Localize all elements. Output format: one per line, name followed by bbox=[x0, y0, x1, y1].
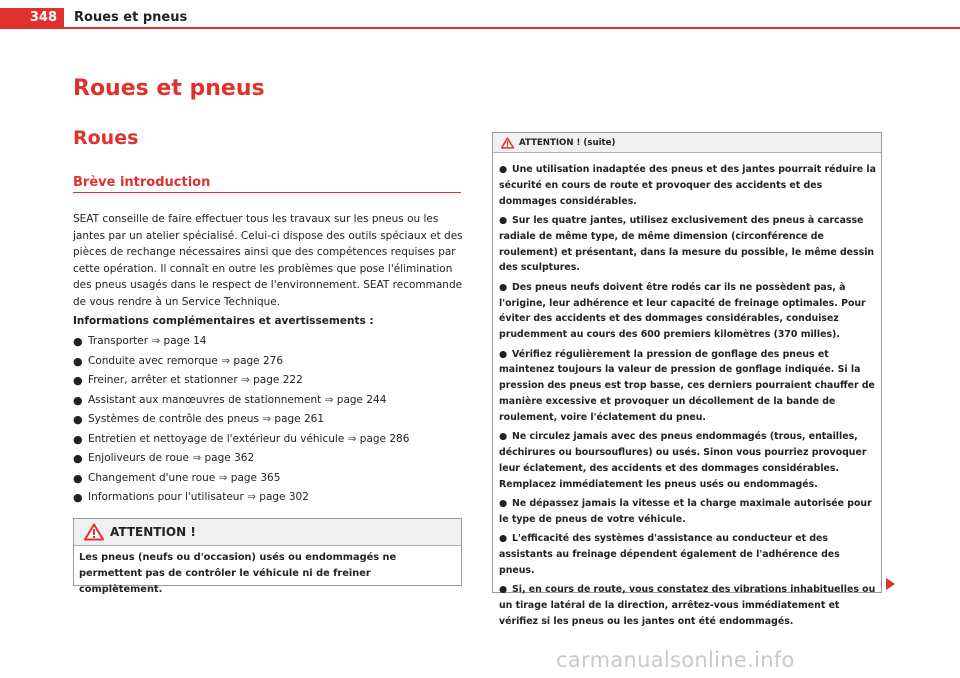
reference-label: Changement d'une roue bbox=[88, 471, 216, 484]
list-item bbox=[499, 280, 876, 343]
list-item bbox=[73, 432, 463, 452]
info-heading: Informations complémentaires et avertissements : bbox=[73, 315, 374, 327]
main-title: Roues et pneus bbox=[73, 76, 265, 101]
bullet-icon: ● bbox=[499, 497, 508, 509]
bullet-icon: ● bbox=[73, 374, 83, 387]
reference-page-link[interactable]: page 302 bbox=[259, 491, 309, 503]
reference-label: Assistant aux manœuvres de stationnement bbox=[88, 393, 322, 406]
arrow-right-icon: ⇒ bbox=[221, 354, 231, 367]
list-item bbox=[73, 393, 463, 413]
arrow-right-icon: ⇒ bbox=[218, 471, 228, 484]
arrow-right-icon: ⇒ bbox=[192, 452, 202, 464]
reference-page-link[interactable]: page 14 bbox=[163, 335, 207, 347]
list-item bbox=[73, 412, 463, 432]
intro-paragraph: SEAT conseille de faire effectuer tous les travaux sur les pneus ou les jantes par un atelier spécialisé. Celui-ci dispose des outils spéciaux et des pièces de rechange nécessaires ainsi que des compétences requises par cette opération. Il connaît en outre les problèmes que pose l'élimination des pneus usagés dans le respect de l'environnement. SEAT recommande de vous rendre à un Service Technique. bbox=[73, 213, 463, 308]
watermark: carmanualsonline.info bbox=[556, 648, 795, 672]
list-item bbox=[73, 490, 463, 510]
header-rule bbox=[0, 27, 960, 29]
next-page-arrow-icon[interactable] bbox=[886, 578, 895, 590]
warning-box bbox=[73, 518, 462, 595]
reference-label: Enjoliveurs de roue bbox=[88, 452, 190, 464]
reference-page-link[interactable]: page 244 bbox=[336, 393, 387, 406]
warning-triangle-icon bbox=[84, 523, 104, 541]
list-item bbox=[499, 531, 876, 578]
list-item bbox=[499, 496, 876, 528]
reference-label: Informations pour l'utilisateur bbox=[88, 491, 244, 503]
list-item bbox=[73, 373, 463, 393]
reference-label: Conduite avec remorque bbox=[88, 354, 218, 367]
arrow-right-icon: ⇒ bbox=[247, 491, 256, 503]
bullet-icon: ● bbox=[73, 393, 83, 407]
list-item bbox=[499, 347, 876, 426]
warning-triangle-icon bbox=[501, 137, 514, 149]
bullet-icon: ● bbox=[73, 452, 83, 465]
bullet-icon: ● bbox=[73, 335, 83, 348]
reference-page-link[interactable]: page 261 bbox=[274, 413, 325, 425]
arrow-right-icon: ⇒ bbox=[151, 335, 161, 347]
arrow-right-icon: ⇒ bbox=[324, 393, 334, 406]
bullet-icon: ● bbox=[73, 432, 83, 446]
list-item bbox=[499, 213, 876, 276]
bullet-icon: ● bbox=[499, 431, 508, 443]
bullet-icon: ● bbox=[499, 214, 508, 226]
bullet-icon: ● bbox=[73, 413, 83, 426]
bullet-icon: ● bbox=[73, 354, 83, 368]
warning-header bbox=[493, 133, 881, 153]
warning-item-text: Ne dépassez jamais la vitesse et la charge maximale autorisée pour le type de pneus de votre véhicule. bbox=[499, 497, 872, 525]
reference-page-link[interactable]: page 276 bbox=[233, 354, 284, 367]
list-item bbox=[499, 582, 876, 629]
reference-label: Freiner, arrêter et stationner bbox=[88, 374, 238, 386]
list-item bbox=[499, 429, 876, 492]
reference-page-link[interactable]: page 362 bbox=[204, 452, 255, 464]
bullet-icon: ● bbox=[499, 533, 508, 545]
bullet-icon: ● bbox=[499, 164, 508, 175]
bullet-icon: ● bbox=[499, 584, 508, 596]
bullet-icon: ● bbox=[499, 348, 508, 360]
arrow-right-icon: ⇒ bbox=[241, 374, 250, 386]
list-item bbox=[73, 334, 463, 354]
bullet-icon: ● bbox=[73, 491, 83, 504]
warning-item-text: Sur les quatre jantes, utilisez exclusivement des pneus à carcasse radiale de même type, de même dimension (circonférence de roulement) et présentant, dans la mesure du possible, le même dessin des sculptures. bbox=[499, 214, 875, 274]
list-item bbox=[73, 354, 463, 374]
warning-list bbox=[493, 153, 881, 629]
bullet-icon: ● bbox=[73, 471, 83, 485]
arrow-right-icon: ⇒ bbox=[347, 432, 357, 445]
warning-item-text: Une utilisation inadaptée des pneus et des jantes pourrait réduire la sécurité en cours de route et provoquer des accidents et des dommages considérables. bbox=[499, 164, 876, 207]
warning-item-text: Des pneus neufs doivent être rodés car ils ne possèdent pas, à l'origine, leur adhérence et leur capacité de freinage optimales. Pour éviter des accidents et des dommages considérables, conduisez prudemment au cours des 600 premiers kilomètres (370 milles). bbox=[499, 281, 866, 341]
reference-page-link[interactable]: page 286 bbox=[359, 432, 410, 445]
header-title: Roues et pneus bbox=[74, 10, 188, 25]
subsection-title: Brève introduction bbox=[73, 175, 461, 193]
warning-title: ATTENTION ! bbox=[110, 525, 196, 539]
page-number: 348 bbox=[0, 8, 64, 28]
warning-item-text: Vérifiez régulièrement la pression de gonflage des pneus et maintenez toujours la valeur de pression de gonflage indiquée. Si la pression des pneus est trop basse, ces derniers pourraient chauffer de manière excessive et provoquer un décollement de la bande de roulement, voire l'éclatement du pneu. bbox=[499, 348, 875, 423]
bullet-icon: ● bbox=[499, 281, 508, 293]
warning-title: ATTENTION ! (suite) bbox=[519, 137, 616, 148]
reference-label: Systèmes de contrôle des pneus bbox=[88, 413, 259, 425]
list-item bbox=[73, 471, 463, 491]
reference-label: Transporter bbox=[88, 335, 149, 347]
arrow-right-icon: ⇒ bbox=[262, 413, 272, 425]
section-title: Roues bbox=[73, 127, 139, 149]
list-item bbox=[499, 162, 876, 209]
warning-item-text: Si, en cours de route, vous constatez des vibrations inhabituelles ou un tirage latéral de la direction, arrêtez-vous immédiatement et vérifiez si les pneus ou les jantes ont été endommagés. bbox=[499, 584, 876, 627]
warning-item-text: L'efficacité des systèmes d'assistance au conducteur et des assistants au freinage dépendent également de l'adhérence des pneus. bbox=[499, 533, 840, 576]
list-item bbox=[73, 451, 463, 471]
warning-item-text: Ne circulez jamais avec des pneus endommagés (trous, entailles, déchirures ou boursouflures) ou usés. Sinon vous pourriez provoquer leur éclatement, des accidents et des dommages considérables. Remplacez immédiatement les pneus usés ou endommagés. bbox=[499, 431, 867, 490]
reference-page-link[interactable]: page 222 bbox=[253, 374, 303, 386]
reference-label: Entretien et nettoyage de l'extérieur du véhicule bbox=[88, 432, 345, 445]
warning-text: Les pneus (neufs ou d'occasion) usés ou endommagés ne permettent pas de contrôler le véhicule ni de freiner complètement. bbox=[79, 552, 397, 595]
reference-list bbox=[73, 334, 463, 510]
reference-page-link[interactable]: page 365 bbox=[230, 471, 281, 484]
warning-box-continued bbox=[492, 132, 882, 627]
warning-header bbox=[74, 519, 461, 546]
